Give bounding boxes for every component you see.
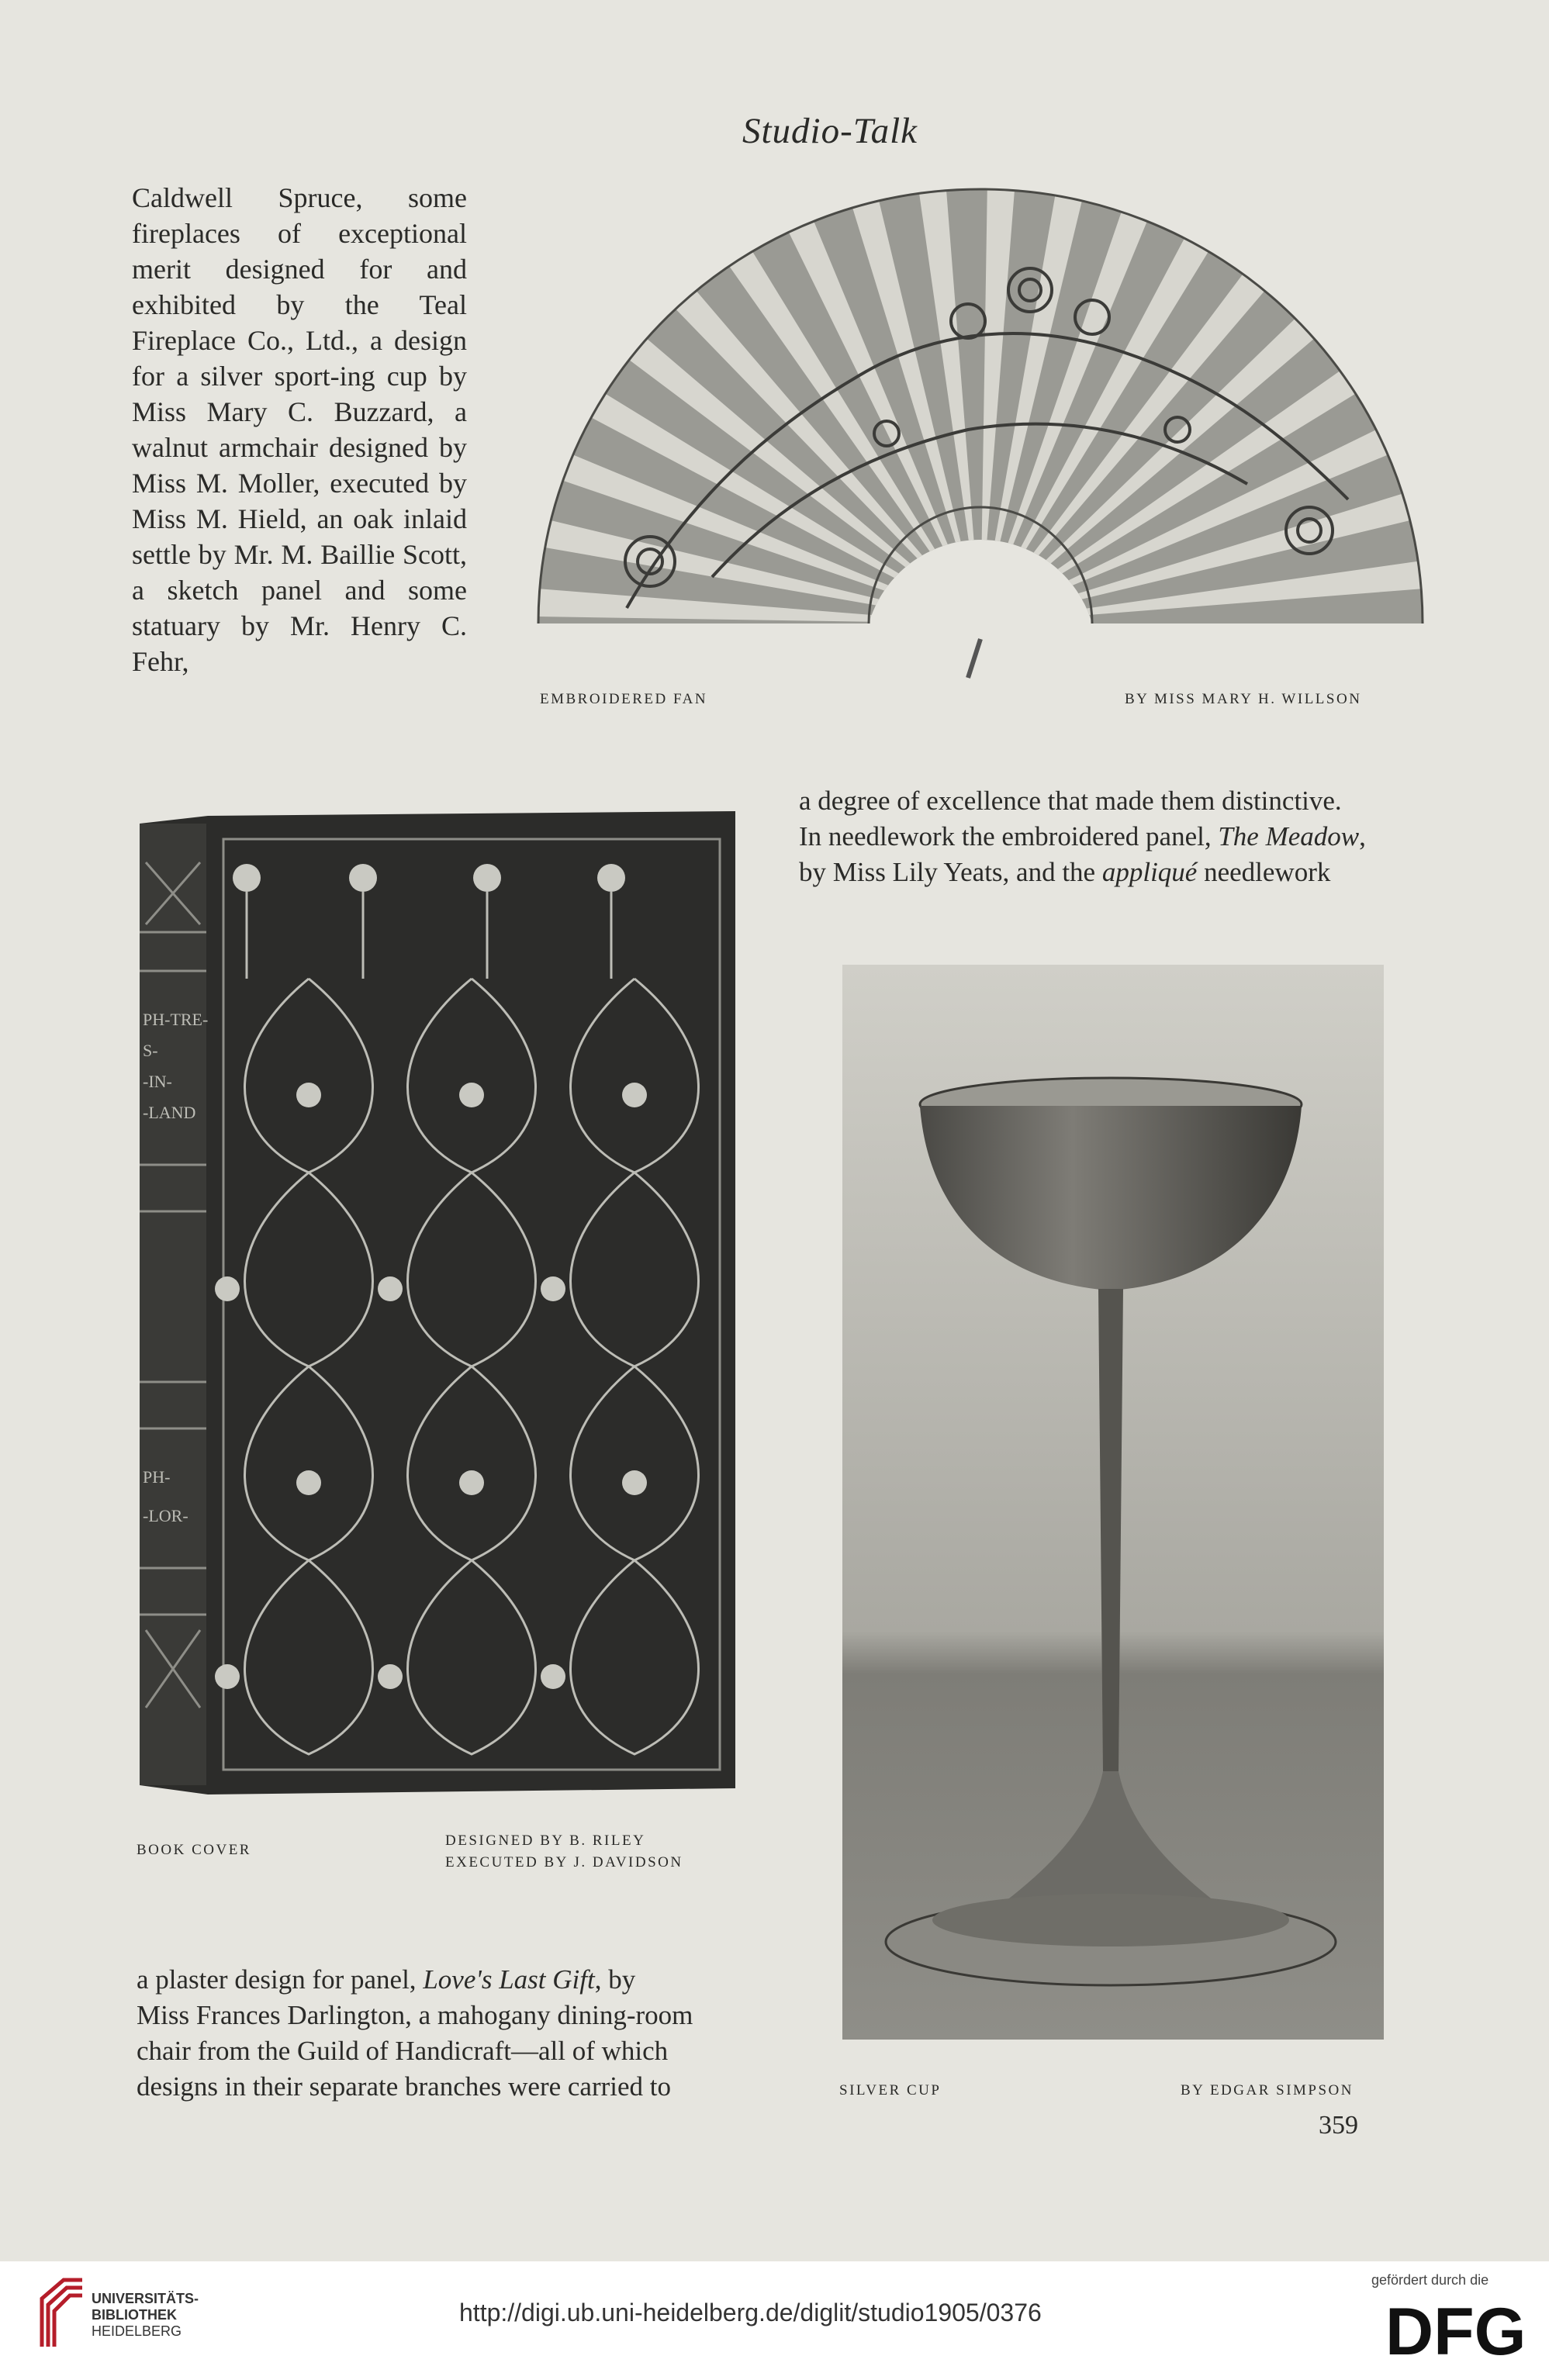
library-name-line-1: UNIVERSITÄTS-	[92, 2291, 199, 2306]
fan-caption-left: EMBROIDERED FAN	[540, 691, 708, 707]
page-number: 359	[1319, 2111, 1358, 2140]
book-caption-right	[445, 1830, 683, 1874]
applique-term: appliqué	[1101, 857, 1198, 887]
dfg-logo-text: DFG	[1385, 2297, 1527, 2362]
intro-paragraph	[132, 180, 467, 679]
library-name	[92, 2291, 199, 2340]
book-caption-left: BOOK COVER	[137, 1842, 251, 1858]
spine-text-5: PH-	[143, 1467, 171, 1487]
bottom-line-4: designs in their separate branches were carried to	[137, 2071, 671, 2102]
spine-text-3: -IN-	[143, 1072, 172, 1091]
book-cover-image	[130, 793, 740, 1798]
right-line-3	[799, 855, 1427, 890]
embroidered-fan-image	[534, 174, 1427, 682]
right-line-2-text: In needlework the embroidered panel,	[799, 821, 1219, 851]
dfg-logo	[1385, 2297, 1533, 2366]
right-line-3-text: by Miss Lily Yeats, and the	[799, 857, 1102, 887]
bottom-line-1-text: a plaster design for panel,	[137, 1964, 424, 1995]
right-line-1: a degree of excellence that made them distinctive.	[799, 786, 1342, 816]
right-line-2-comma: ,	[1359, 821, 1366, 851]
right-line-2	[799, 819, 1427, 855]
spine-text-6: -LOR-	[143, 1506, 188, 1525]
bottom-line-2: Miss Frances Darlington, a mahogany dining-room	[137, 2000, 693, 2030]
library-name-line-2: BIBLIOTHEK	[92, 2307, 177, 2323]
digitization-footer	[0, 2261, 1549, 2380]
right-paragraph	[799, 783, 1427, 890]
spine-text-1: PH-TRE-	[143, 1010, 209, 1029]
bottom-line-3: chair from the Guild of Handicraft—all of which	[137, 2036, 669, 2066]
heidelberg-library-logo	[36, 2275, 85, 2357]
source-url-link[interactable]: http://digi.ub.uni-heidelberg.de/diglit/studio1905/0376	[459, 2299, 1042, 2326]
right-line-3-end: needlework	[1197, 857, 1331, 887]
cup-caption-left: SILVER CUP	[839, 2082, 942, 2098]
silver-cup-image	[842, 965, 1384, 2040]
funder-label: gefördert durch die	[1371, 2272, 1489, 2288]
cup-caption-right: BY EDGAR SIMPSON	[1181, 2082, 1354, 2098]
fan-caption-right: BY MISS MARY H. WILLSON	[1125, 691, 1362, 707]
intro-text: Caldwell Spruce, some fireplaces of exceptional merit designed for and exhibited by the Teal Fireplace Co., Ltd., a design for a silver sport-ing cup by Miss Mary C. Buzzard, a walnut armchair designed by Miss M. Moller, executed by Miss M. Hield, an oak inlaid settle by Mr. M. Baillie Scott, a sketch panel and some statuary by Mr. Henry C. Fehr,	[132, 182, 467, 677]
book-caption-executor: EXECUTED BY J. DAVIDSON	[445, 1854, 683, 1870]
book-caption-designer: DESIGNED BY B. RILEY	[445, 1832, 646, 1849]
bottom-paragraph	[137, 1962, 765, 2105]
loves-last-gift-title: Love's Last Gift	[423, 1964, 595, 1995]
bottom-line-1-end: , by	[594, 1964, 636, 1995]
bottom-line-1	[137, 1962, 765, 1998]
spine-text-4: -LAND	[143, 1103, 196, 1122]
running-head: Studio-Talk	[742, 111, 918, 151]
library-name-line-3: HEIDELBERG	[92, 2323, 182, 2339]
meadow-title: The Meadow	[1218, 821, 1360, 851]
spine-text-2: S-	[143, 1041, 158, 1060]
